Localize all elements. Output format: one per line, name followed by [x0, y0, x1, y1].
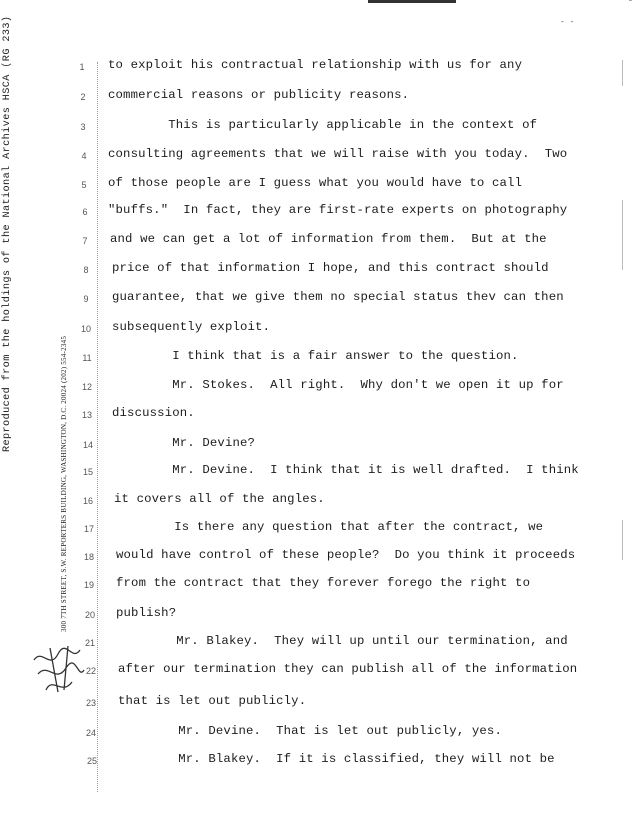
archive-provenance-note: Reproduced from the holdings of the National Archives HSCA (RG 233) [2, 15, 13, 452]
right-margin-mark [622, 200, 623, 270]
transcript-line: subsequently exploit. [112, 320, 271, 334]
line-number: 18 [83, 552, 94, 562]
corner-mark: ˜ [628, 0, 633, 9]
transcript-line: it covers all of the angles. [114, 492, 325, 506]
line-number: 11 [82, 353, 92, 363]
transcript-line: This is particularly applicable in the context of [108, 118, 538, 132]
transcript-line: Is there any question that after the contract, we [114, 520, 544, 534]
line-number: 14 [82, 440, 93, 450]
right-margin-mark [622, 520, 623, 560]
transcript-line: discussion. [112, 406, 195, 420]
line-number: 10 [80, 324, 91, 334]
line-number: 17 [83, 524, 94, 534]
transcript-line: that is let out publicly. [118, 694, 307, 708]
line-number-rule [97, 62, 98, 792]
corner-dots: - - [560, 18, 575, 27]
transcript-line: Mr. Devine. I think that it is well drafted. I think [112, 463, 579, 477]
transcript-line: and we can get a lot of information from them. But at the [110, 232, 547, 246]
transcript-line: publish? [116, 606, 177, 620]
right-margin-mark [622, 60, 623, 86]
transcript-line: to exploit his contractual relationship with us for any [108, 58, 523, 72]
line-number: 13 [81, 410, 92, 420]
line-number: 3 [80, 122, 86, 132]
line-number: 6 [82, 207, 88, 217]
line-number: 5 [81, 180, 87, 190]
line-number: 25 [86, 756, 97, 766]
line-number: 22 [85, 666, 96, 676]
line-number: 16 [82, 496, 93, 506]
line-number: 8 [83, 265, 89, 275]
transcript-line: from the contract that they forever forego the right to [116, 576, 531, 590]
transcript-line: would have control of these people? Do you think it proceeds [116, 548, 576, 562]
line-number: 2 [80, 92, 86, 102]
transcript-line: of those people are I guess what you would have to call [108, 176, 523, 190]
line-number: 21 [84, 638, 95, 648]
transcript-line: after our termination they can publish all of the information [118, 662, 578, 676]
line-number: 12 [81, 382, 92, 392]
transcript-line: Mr. Blakey. They will up until our termination, and [116, 634, 568, 648]
line-number: 9 [83, 294, 89, 304]
transcript-line: "buffs." In fact, they are first-rate experts on photography [108, 203, 568, 217]
transcript-line: Mr. Devine? [112, 436, 256, 450]
transcript-line: Mr. Devine. That is let out publicly, yes. [118, 724, 502, 738]
reporter-address-note: 300 7TH STREET, S.W. REPORTERS BUILDING, WASHINGTON, D.C. 20024 (202) 554-2345 [60, 335, 68, 632]
transcript-line: guarantee, that we give them no special status thev can then [112, 290, 564, 304]
handwritten-initials [28, 640, 88, 698]
line-number: 15 [82, 467, 93, 477]
line-number: 1 [79, 62, 85, 72]
transcript-line: price of that information I hope, and this contract should [112, 261, 549, 275]
line-number: 4 [81, 151, 87, 161]
transcript-line: I think that is a fair answer to the question. [112, 349, 519, 363]
top-edge-mark [368, 0, 456, 3]
transcript-line: commercial reasons or publicity reasons. [108, 88, 410, 102]
line-number: 23 [85, 698, 96, 708]
transcript-line: Mr. Blakey. If it is classified, they will not be [118, 752, 555, 766]
transcript-line: consulting agreements that we will raise with you today. Two [108, 147, 568, 161]
line-number: 7 [82, 236, 88, 246]
line-number: 20 [84, 610, 95, 620]
transcript-line: Mr. Stokes. All right. Why don't we open it up for [112, 378, 564, 392]
line-number: 24 [85, 728, 96, 738]
line-number: 19 [83, 580, 94, 590]
